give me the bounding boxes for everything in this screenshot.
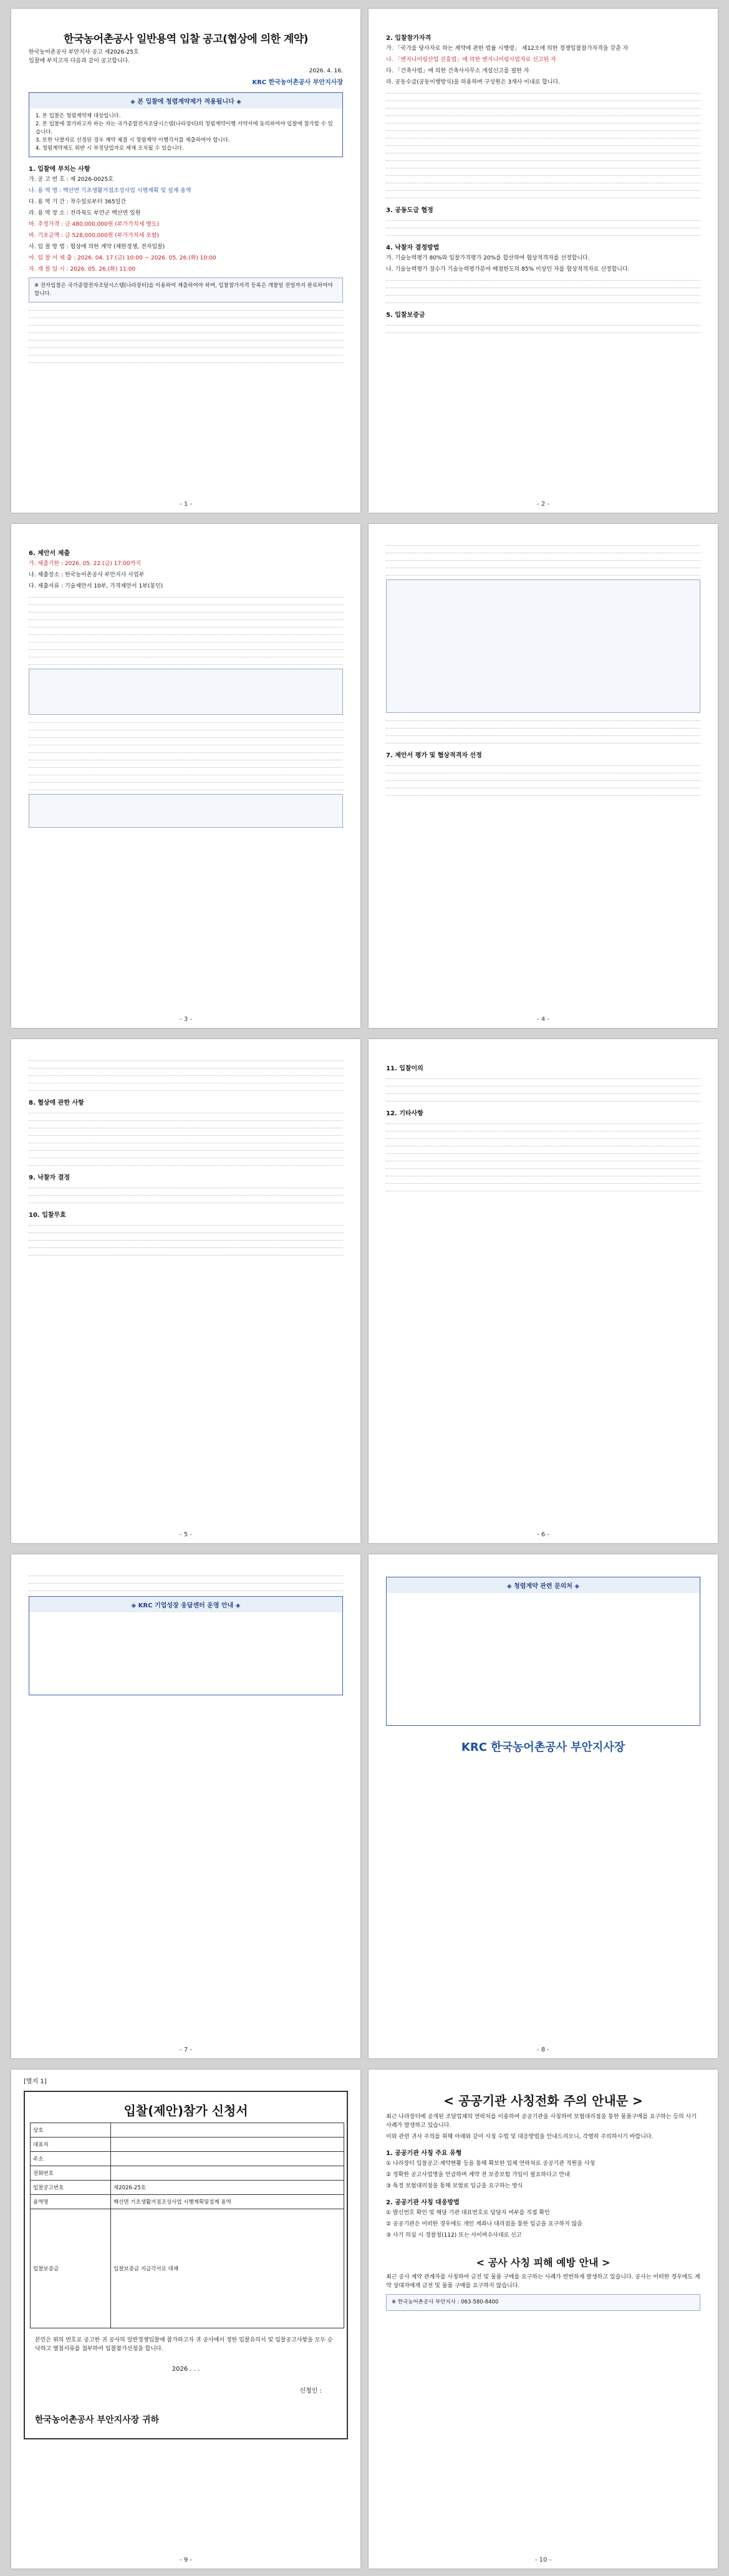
page-3 [11, 524, 360, 1028]
integrity-item: 1. 본 입찰은 청렴계약제 대상입니다. [36, 113, 121, 119]
final-signature: KRC 한국농어촌공사 부안지사장 [461, 1741, 625, 1754]
guide-s2-item: ② 공공기관은 어떠한 경우에도 개인 계좌나 대리점을 통한 입금을 요구하지 않음 [386, 2221, 582, 2227]
note-box [29, 669, 343, 715]
section-10-title: 10. 입찰무효 [29, 1212, 66, 1219]
page-number: - 1 - [180, 501, 192, 508]
section-4-item: 가. 기술능력평가 80%와 입찰가격평가 20%를 합산하여 협상적격자를 선정합니다. [386, 255, 590, 261]
guide-s3-text: 최근 공사 계약 관계자를 사칭하여 금전 및 물품 구매를 요구하는 사례가 빈번하게 발생하고 있습니다. 공사는 어떠한 경우에도 계약 상대자에게 금전 및 물품 구매를 요구하지 않습니다. [386, 2274, 700, 2289]
section-6-title: 6. 제안서 제출 [29, 550, 70, 557]
form-row-value[interactable] [111, 2166, 344, 2181]
section-1-title: 1. 입찰에 부치는 사항 [29, 166, 90, 173]
guide-s2-title: 2. 공공기관 사칭 대응방법 [386, 2199, 460, 2206]
page-1 [11, 9, 360, 513]
note-box [386, 579, 700, 713]
section-12-title: 12. 기타사항 [386, 1110, 423, 1117]
notice-number: 한국농어촌공사 부안지사 공고 제2026-25호 [29, 49, 139, 56]
page-9 [11, 2070, 360, 2569]
section-9-title: 9. 낙찰자 결정 [29, 1174, 70, 1181]
integrity-item: 4. 청렴계약제도 위반 시 부정당업자로 제재 조치될 수 있습니다. [36, 145, 184, 152]
form-row-value[interactable] [111, 2138, 344, 2152]
guide-intro: 최근 나라장터에 공개된 조달업체의 연락처를 이용하여 공공기관을 사칭하여 보험대리점을 통한 물품구매를 요구하는 등의 사기 사례가 발생하고 있습니다. [386, 2114, 697, 2129]
integrity-item: 2. 본 입찰에 참가하고자 하는 자는 국가종합전자조달시스템(나라장터)의 청렴계약이행 서약서에 동의하여야 입찰에 참가할 수 있습니다. [36, 121, 333, 135]
section-2-item: 다. 「건축사법」에 의한 건축사사무소 개설신고를 필한 자 [386, 68, 529, 74]
section-11-title: 11. 입찰이의 [386, 1065, 423, 1072]
form-table [30, 2123, 344, 2328]
page-number: - 2 - [537, 501, 549, 508]
section-1-item: 마. 추정가격 : 금 480,000,000원 (부가가치세 별도) [29, 221, 160, 228]
page-number: - 7 - [180, 2046, 192, 2053]
section-2-item: 나. 「엔지니어링산업 진흥법」에 의한 엔지니어링사업자로 신고된 자 [386, 57, 556, 63]
guide-intro-2: 이와 관련 귀사 주의를 위해 아래와 같이 사칭 수법 및 대응방법을 안내드리오니, 각별히 주의하시기 바랍니다. [386, 2134, 654, 2140]
integrity-notice-title: ◈ 본 입찰에 청렴계약제가 적용됩니다 ◈ [29, 93, 342, 109]
integrity-notice-box [29, 92, 343, 157]
page-number: - 6 - [537, 1531, 549, 1538]
notice-intro: 입찰에 부치고자 다음과 같이 공고합니다. [29, 58, 130, 64]
page-number: - 8 - [537, 2046, 549, 2053]
krc-center-title: ◈ KRC 기업성장 응답센터 운영 안내 ◈ [29, 1597, 342, 1612]
guide-s1-item: ③ 특정 보험대리점을 통해 보험료 입금을 요구하는 방식 [386, 2183, 523, 2189]
page-4 [369, 524, 718, 1028]
form-row-label: 전화번호 [31, 2166, 111, 2181]
section-1-item: 다. 용 역 기 간 : 착수일로부터 365일간 [29, 199, 127, 205]
form-row-value: 입찰보증금 지급각서로 대체 [111, 2209, 344, 2328]
section-1-item: 바. 기초금액 : 금 528,000,000원 (부가가치세 포함) [29, 233, 160, 239]
integrity-contact-box [386, 1577, 700, 1726]
guide-s2-item: ① 발신번호 확인 및 해당 기관 대표번호로 담당자 여부를 직접 확인 [386, 2210, 550, 2216]
section-7-title: 7. 제안서 평가 및 협상적격자 선정 [386, 752, 482, 759]
krc-center-box [29, 1596, 343, 1695]
section-3-title: 3. 공동도급 협정 [386, 207, 433, 214]
guide-contact: ※ 한국농어촌공사 부안지사 : 063-580-8400 [386, 2294, 700, 2311]
page-10 [369, 2070, 718, 2569]
section-1-item: 라. 용 역 장 소 : 전라북도 부안군 백산면 일원 [29, 210, 141, 216]
form-pledge: 본인은 위의 번호로 공고한 귀 공사의 일반경쟁입찰에 참가하고자 귀 공사에서 정한 입찰유의서 및 입찰공고사항을 모두 승낙하고 별첨서류를 첨부하여 입찰참가신청을 합니다. [35, 2337, 333, 2352]
section-1-item: 나. 용 역 명 : 백산면 기초생활거점조성사업 시행계획 및 설계 용역 [29, 188, 191, 194]
section-1-item: 자. 개 찰 일 시 : 2026. 05. 26.(화) 11:00 [29, 266, 136, 273]
integrity-contact-title: ◈ 청렴계약 관련 문의처 ◈ [387, 1577, 700, 1593]
page-number: - 4 - [537, 1016, 549, 1023]
form-row-label: 입찰공고번호 [31, 2181, 111, 2195]
guide-s1-item: ① 나라장터 입찰공고·계약현황 등을 통해 확보한 업체 연락처로 공공기관 직원을 사칭 [386, 2161, 596, 2167]
notice-title: 한국농어촌공사 일반용역 입찰 공고(협상에 의한 계약) [64, 33, 308, 46]
section-6-item: 다. 제출서류 : 기술제안서 10부, 가격제안서 1부(봉인) [29, 583, 163, 589]
section-1-item: 사. 입 찰 방 법 : 협상에 의한 계약 (제한경쟁, 전자입찰) [29, 244, 165, 250]
section-8-title: 8. 협상에 관한 사항 [29, 1100, 84, 1106]
guide-s1-title: 1. 공공기관 사칭 주요 유형 [386, 2150, 462, 2157]
guide-s3-title: < 공사 사칭 피해 예방 안내 > [476, 2257, 611, 2269]
form-row-value[interactable] [111, 2152, 344, 2166]
section-1-item: 가. 공 고 번 호 : 제 2026-0025호 [29, 177, 113, 183]
guide-s1-item: ② 정확한 공고사업명을 언급하며 계약 전 보증보험 가입이 필요하다고 안내 [386, 2172, 570, 2178]
page-5 [11, 1039, 360, 1543]
notice-date: 2026. 4. 16. [309, 68, 343, 74]
note-box [29, 794, 343, 828]
form-row-label: 대표자 [31, 2138, 111, 2152]
form-row-value: 제2026-25호 [111, 2181, 344, 2195]
form-row-label: 용역명 [31, 2195, 111, 2209]
form-recipient: 한국농어촌공사 부안지사장 귀하 [35, 2415, 160, 2425]
page-8 [369, 1554, 718, 2058]
section-5-title: 5. 입찰보증금 [386, 312, 425, 319]
form-applicant: 신청인 : [299, 2388, 322, 2394]
integrity-item: 3. 또한 낙찰자로 선정된 경우 계약 체결 시 청렴계약 이행각서를 제출하여야 합니다. [36, 137, 230, 143]
section-6-item: 나. 제출장소 : 한국농어촌공사 부안지사 사업부 [29, 572, 145, 578]
page-number: - 3 - [180, 1016, 192, 1023]
guide-title: < 공공기관 사칭전화 주의 안내문 > [443, 2093, 643, 2108]
page-6 [369, 1039, 718, 1543]
form-row-value[interactable] [111, 2123, 344, 2138]
form-date: 2026 . . . [171, 2366, 200, 2373]
form-title: 입찰(제안)참가 신청서 [123, 2103, 248, 2118]
page-2 [369, 9, 718, 513]
section-6-item: 가. 제출기한 : 2026. 05. 22.(금) 17:00까지 [29, 561, 141, 567]
form-label: [별지 1] [24, 2078, 47, 2085]
form-row-label: 상호 [31, 2123, 111, 2138]
section-4-title: 4. 낙찰자 결정방법 [386, 245, 440, 251]
page-number: - 5 - [180, 1531, 192, 1538]
form-row-label: 입찰보증금 [31, 2209, 111, 2328]
section-2-item: 가. 「국가를 당사자로 하는 계약에 관한 법률 시행령」 제12조에 의한 경쟁입찰참가자격을 갖춘 자 [386, 46, 629, 52]
section-2-title: 2. 입찰참가자격 [386, 35, 432, 42]
org-logo: KRC 한국농어촌공사 부안지사장 [252, 79, 343, 86]
section-1-note: ※ 전자입찰은 국가종합전자조달시스템(나라장터)을 이용하여 제출하여야 하며, 입찰참가자격 등록은 개찰일 전일까지 완료하여야 합니다. [29, 278, 343, 303]
page-number: - 9 - [180, 2557, 192, 2564]
form-row-value: 백산면 기초생활거점조성사업 시행계획및설계 용역 [111, 2195, 344, 2209]
page-number: - 10 - [534, 2557, 552, 2564]
guide-s2-item: ③ 사기 의심 시 경찰청(112) 또는 사이버수사대로 신고 [386, 2232, 522, 2239]
section-1-item: 아. 입 찰 서 제 출 : 2026. 04. 17.(금) 10:00 ~ 2026. 05. 26.(화) 10:00 [29, 255, 216, 261]
section-2-item: 라. 공동수급(공동이행방식)을 허용하며 구성원은 3개사 이내로 합니다. [386, 79, 561, 85]
form-row-label: 주소 [31, 2152, 111, 2166]
section-4-item: 나. 기술능력평가 점수가 기술능력평가분야 배점한도의 85% 이상인 자를 협상적격자로 선정합니다. [386, 266, 630, 273]
page-7 [11, 1554, 360, 2058]
